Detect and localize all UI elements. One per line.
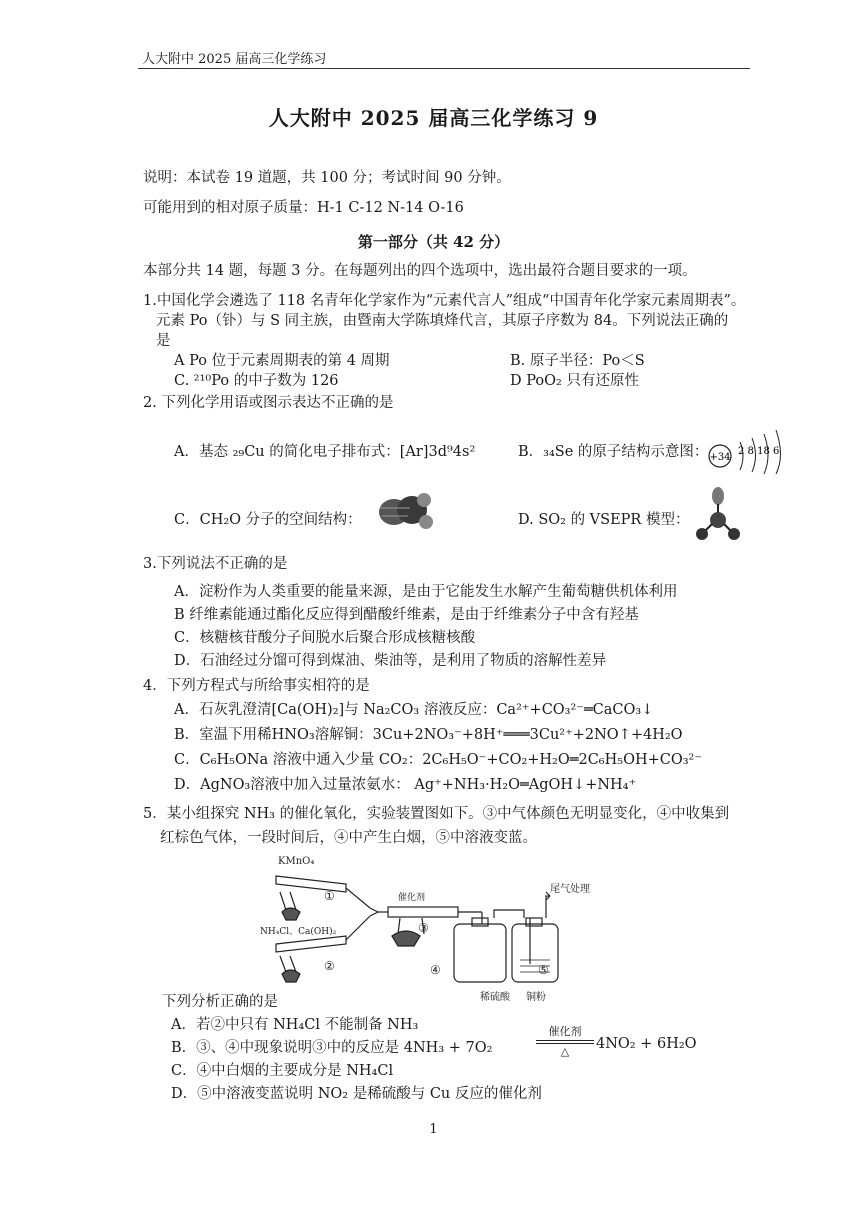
q5-stem-1: 5．某小组探究 NH₃ 的催化氧化，实验装置图如下。③中气体颜色无明显变化，④中收集到 [143, 806, 730, 822]
intro-line-2: 可能用到的相对原子质量：H-1 C-12 N-14 O-16 [143, 200, 464, 216]
q4-option-b: B．室温下用稀HNO₃溶解铜：3Cu+2NO₃⁻+8H⁺═══3Cu²⁺+2NO↑+4H₂O [174, 727, 683, 743]
q2-stem: 2. 下列化学用语或图示表达不正确的是 [143, 395, 394, 411]
q1-option-d: D PoO₂ 只有还原性 [510, 373, 639, 389]
q1-stem-1: 1.中国化学会遴选了 118 名青年化学家作为“元素代言人”组成“中国青年化学家元素周期表”。 [143, 293, 746, 309]
q5-sub-stem: 下列分析正确的是 [162, 994, 278, 1010]
b-condition-arrow-line-2 [536, 1043, 594, 1044]
section-instruction: 本部分共 14 题，每题 3 分。在每题列出的四个选项中，选出最符合题目要求的一项。 [143, 263, 697, 279]
q1-option-b: B. 原子半径：Po＜S [510, 353, 645, 369]
q4-option-c: C．C₆H₅ONa 溶液中通入少量 CO₂：2C₆H₅O⁻+CO₂+H₂O═2C₆H₅OH+CO₃²⁻ [174, 752, 703, 768]
q1-stem-3: 是 [156, 333, 171, 349]
q2-option-a: A．基态 ₂₉Cu 的简化电子排布式：[Ar]3d⁹4s² [174, 444, 476, 460]
se-nucleus-label: +34 [709, 452, 731, 463]
ch2o-model-image [376, 488, 436, 532]
se-shell-electrons: 2 8 18 6 [738, 446, 780, 457]
b-condition-arrow-line-1 [536, 1040, 594, 1041]
header-rule [138, 68, 750, 69]
q1-option-c: C. ²¹⁰Po 的中子数为 126 [174, 373, 339, 389]
label-copper-powder: 铜粉 [526, 992, 546, 1003]
q5-option-a: A．若②中只有 NH₄Cl 不能制备 NH₃ [171, 1017, 419, 1033]
q4-stem: 4．下列方程式与所给事实相符的是 [143, 678, 370, 694]
label-tail-gas: 尾气处理 [550, 884, 590, 895]
page-number: 1 [429, 1122, 438, 1137]
q5-option-b-tail: 4NO₂ + 6H₂O [596, 1036, 697, 1052]
q3-option-c: C．核糖核苷酸分子间脱水后聚合形成核糖核酸 [174, 630, 476, 646]
running-header: 人大附中 2025 届高三化学练习 [142, 52, 327, 67]
label-tube-2: ② [324, 959, 335, 973]
se-atom-structure-diagram [706, 424, 816, 474]
so2-vsepr-model-image [694, 486, 744, 544]
label-tube-1: ① [324, 889, 335, 903]
apparatus-diagram [250, 852, 630, 1004]
label-bottle-5: ⑤ [538, 963, 549, 977]
q3-option-b: B 纤维素能通过酯化反应得到醋酸纤维素，是由于纤维素分子中含有羟基 [174, 607, 639, 623]
q5-stem-2: 红棕色气体，一段时间后，④中产生白烟，⑤中溶液变蓝。 [160, 830, 537, 846]
section-heading: 第一部分（共 42 分） [357, 233, 510, 251]
label-tube-3: ③ [418, 921, 429, 935]
q3-stem: 3.下列说法不正确的是 [143, 556, 288, 572]
q5-option-b: B．③、④中现象说明③中的反应是 4NH₃ + 7O₂ [171, 1040, 493, 1056]
q4-option-d: D．AgNO₃溶液中加入过量浓氨水： Ag⁺+NH₃·H₂O═AgOH↓+NH₄⁺ [174, 777, 637, 793]
q2-option-d: D. SO₂ 的 VSEPR 模型： [518, 512, 690, 528]
label-bottle-4: ④ [430, 963, 441, 977]
q3-option-a: A．淀粉作为人类重要的能量来源，是由于它能发生水解产生葡萄糖供机体利用 [174, 584, 678, 600]
q1-option-a: A Po 位于元素周期表的第 4 周期 [174, 353, 390, 369]
label-catalyst: 催化剂 [398, 893, 426, 903]
page-title: 人大附中 2025 届高三化学练习 9 [268, 106, 599, 130]
label-dilute-acid: 稀硫酸 [480, 992, 510, 1003]
label-kmno4: KMnO₄ [278, 856, 315, 867]
intro-line-1: 说明：本试卷 19 道题，共 100 分；考试时间 90 分钟。 [143, 170, 511, 186]
q2-option-c: C．CH₂O 分子的空间结构： [174, 512, 362, 528]
q4-option-a: A．石灰乳澄清[Ca(OH)₂]与 Na₂CO₃ 溶液反应：Ca²⁺+CO₃²⁻═CaCO₃↓ [174, 702, 654, 718]
q5-option-d: D．⑤中溶液变蓝说明 NO₂ 是稀硫酸与 Cu 反应的催化剂 [171, 1086, 542, 1102]
b-condition-bottom: △ [560, 1045, 570, 1058]
b-condition-top: 催化剂 [548, 1025, 582, 1038]
q2-option-b: B．₃₄Se 的原子结构示意图： [518, 444, 709, 460]
q3-option-d: D．石油经过分馏可得到煤油、柴油等，是利用了物质的溶解性差异 [174, 653, 607, 669]
label-reagent-2: NH₄Cl、Ca(OH)₂ [260, 927, 337, 937]
q1-stem-2: 元素 Po（钋）与 S 同主族，由暨南大学陈填烽代言，其原子序数为 84。下列说法正确的 [156, 313, 729, 329]
q5-option-c: C．④中白烟的主要成分是 NH₄Cl [171, 1063, 394, 1079]
